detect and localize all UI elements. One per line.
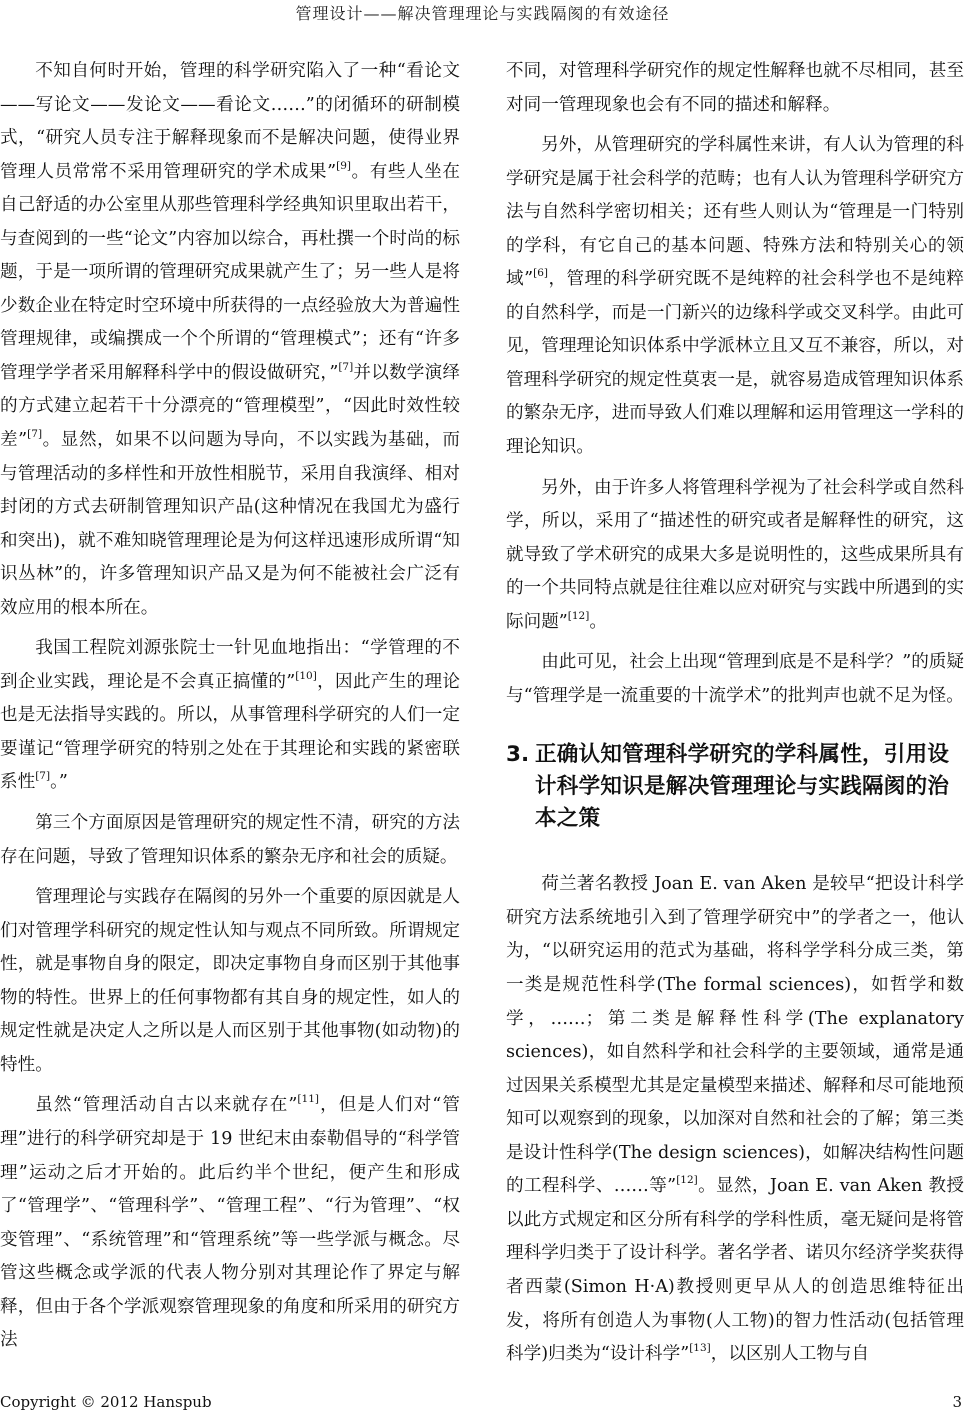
paragraph: 荷兰著名教授 Joan E. van Aken 是较早“把设计科学研究方法系统地引入到了管理学研究中”的学者之一，他认为，“以研究运用的范式为基础，将科学学科分成三类，第一类是规范性科学(The formal sciences)，如哲学和数学，……；第二类是解释性科学(The explanatory sciences)，如自然科学和社会科学的主要领域，通常是通过因果关系模型尤其是定量模型来描述、解释和尽可能地预知可以观察到的现象，以加深对自然和社会的了解；第三类是设计性科学(The design sciences)，如解决结构性问题的工程科学、……等”[12]。显然，Joan E. van Aken 教授以此方式规定和区分所有科学的学科性质，毫无疑问是将管理科学归类于了设计科学。著名学者、诺贝尔经济学奖获得者西蒙(Simon H·A)教授则更早从人的创造思维特征出发，将所有创造人为事物(人工物)的智力性活动(包括管理科学)归类为“设计科学”[13]，以区别人工物与自: [506, 874, 964, 1365]
running-header: 管理设计——解决管理理论与实践隔阂的有效途径: [295, 4, 670, 23]
citation: [9]: [336, 159, 351, 172]
paragraph: 由此可见，社会上出现“管理到底是不是科学？”的质疑与“管理学是一流重要的十流学术”的批判声也就不足为怪。: [506, 652, 964, 706]
citation: [7]: [338, 361, 354, 374]
paragraph: 第三个方面原因是管理研究的规定性不清，研究的方法存在问题，导致了管理知识体系的繁杂无序和社会的质疑。: [0, 813, 460, 867]
paragraph: 不知自何时开始，管理的科学研究陷入了一种“看论文——写论文——发论文——看论文……”的闭循环的研制模式，“研究人员专注于解释现象而不是解决问题，使得业界管理人员常常不采用管理研究的学术成果”[9]。有些人坐在自己舒适的办公室里从那些管理科学经典知识里取出若干，与查阅到的一些“论文”内容加以综合，再杜撰一个时尚的标题，于是一项所谓的管理研究成果就产生了；另一些人是将少数企业在特定时空环境中所获得的一点经验放大为普遍性管理规律，或编撰成一个个所谓的“管理模式”；还有“许多管理学学者采用解释科学中的假设做研究，”[7]并以数学演绎的方式建立起若干十分漂亮的“管理模型”，“因此时效性较差”[7]。显然，如果不以问题为导向，不以实践为基础，而与管理活动的多样性和开放性相脱节，采用自我演绎、相对封闭的方式去研制管理知识产品(这种情况在我国尤为盛行和突出)，就不难知晓管理理论是为何这样迅速形成所谓“知识丛林”的，许多管理知识产品又是为何不能被社会广泛有效应用的根本所在。: [0, 61, 460, 618]
paragraph: 虽然“管理活动自古以来就存在”[11]，但是人们对“管理”进行的科学研究却是于 19 世纪末由泰勒倡导的“科学管理”运动之后才开始的。此后约半个世纪，便产生和形成了“管理学”、“管理科学”、“管理工程”、“行为管理”、“权变管理”、“系统管理”和“管理系统”等一些学派与概念。尽管这些概念或学派的代表人物分别对其理论作了界定与解释，但由于各个学派观察管理现象的角度和所采用的研究方法: [0, 1093, 460, 1351]
paragraph: 另外，由于许多人将管理科学视为了社会科学或自然科学，所以，采用了“描述性的研究或者是解释性的研究，这就导致了学术研究的成果大多是说明性的，这些成果所具有的一个共同特点就是往往难以应对研究与实践中所遇到的实际问题”[12]。: [506, 477, 964, 632]
citation: [6]: [533, 267, 548, 280]
left-column: [0, 55, 460, 1358]
section-title: 正确认知管理科学研究的学科属性，引用设计科学知识是解决管理理论与实践隔阂的治本之策: [535, 742, 950, 832]
citation: [10]: [295, 669, 317, 682]
citation: [12]: [676, 1174, 698, 1187]
section-heading: [506, 739, 964, 835]
right-column: [506, 55, 964, 1372]
paragraph: 管理理论与实践存在隔阂的另外一个重要的原因就是人们对管理学科研究的规定性认知与观点不同所致。所谓规定性，就是事物自身的限定，即决定事物自身而区别于其他事物的特性。世界上的任何事物都有其自身的规定性，如人的规定性就是决定人之所以是人而区别于其他事物(如动物)的特性。: [0, 887, 460, 1075]
citation: [12]: [567, 609, 590, 622]
citation: [7]: [35, 770, 51, 783]
citation: [11]: [297, 1093, 319, 1106]
page-number: 3: [952, 1393, 962, 1411]
copyright-notice: Copyright © 2012 Hanspub: [0, 1393, 212, 1411]
paragraph: 不同，对管理科学研究作的规定性解释也就不尽相同，甚至对同一管理现象也会有不同的描述和解释。: [506, 61, 964, 115]
citation: [7]: [27, 428, 43, 441]
citation: [13]: [689, 1342, 711, 1355]
paragraph: 另外，从管理研究的学科属性来讲，有人认为管理的科学研究是属于社会科学的范畴；也有人认为管理科学研究方法与自然科学密切相关；还有些人则认为“管理是一门特别的学科，有它自己的基本问题、特殊方法和特别关心的领域”[6]，管理的科学研究既不是纯粹的社会科学也不是纯粹的自然科学，而是一门新兴的边缘科学或交叉科学。由此可见，管理理论知识体系中学派林立且又互不兼容，所以，对管理科学研究的规定性莫衷一是，就容易造成管理知识体系的繁杂无序，进而导致人们难以理解和运用管理这一学科的理论知识。: [506, 135, 964, 458]
paragraph: 我国工程院刘源张院士一针见血地指出：“学管理的不到企业实践，理论是不会真正搞懂的”[10]，因此产生的理论也是无法指导实践的。所以，从事管理科学研究的人们一定要谨记“管理学研究的特别之处在于其理论和实践的紧密联系性[7]。”: [0, 638, 460, 793]
section-number: 3.: [506, 742, 530, 768]
